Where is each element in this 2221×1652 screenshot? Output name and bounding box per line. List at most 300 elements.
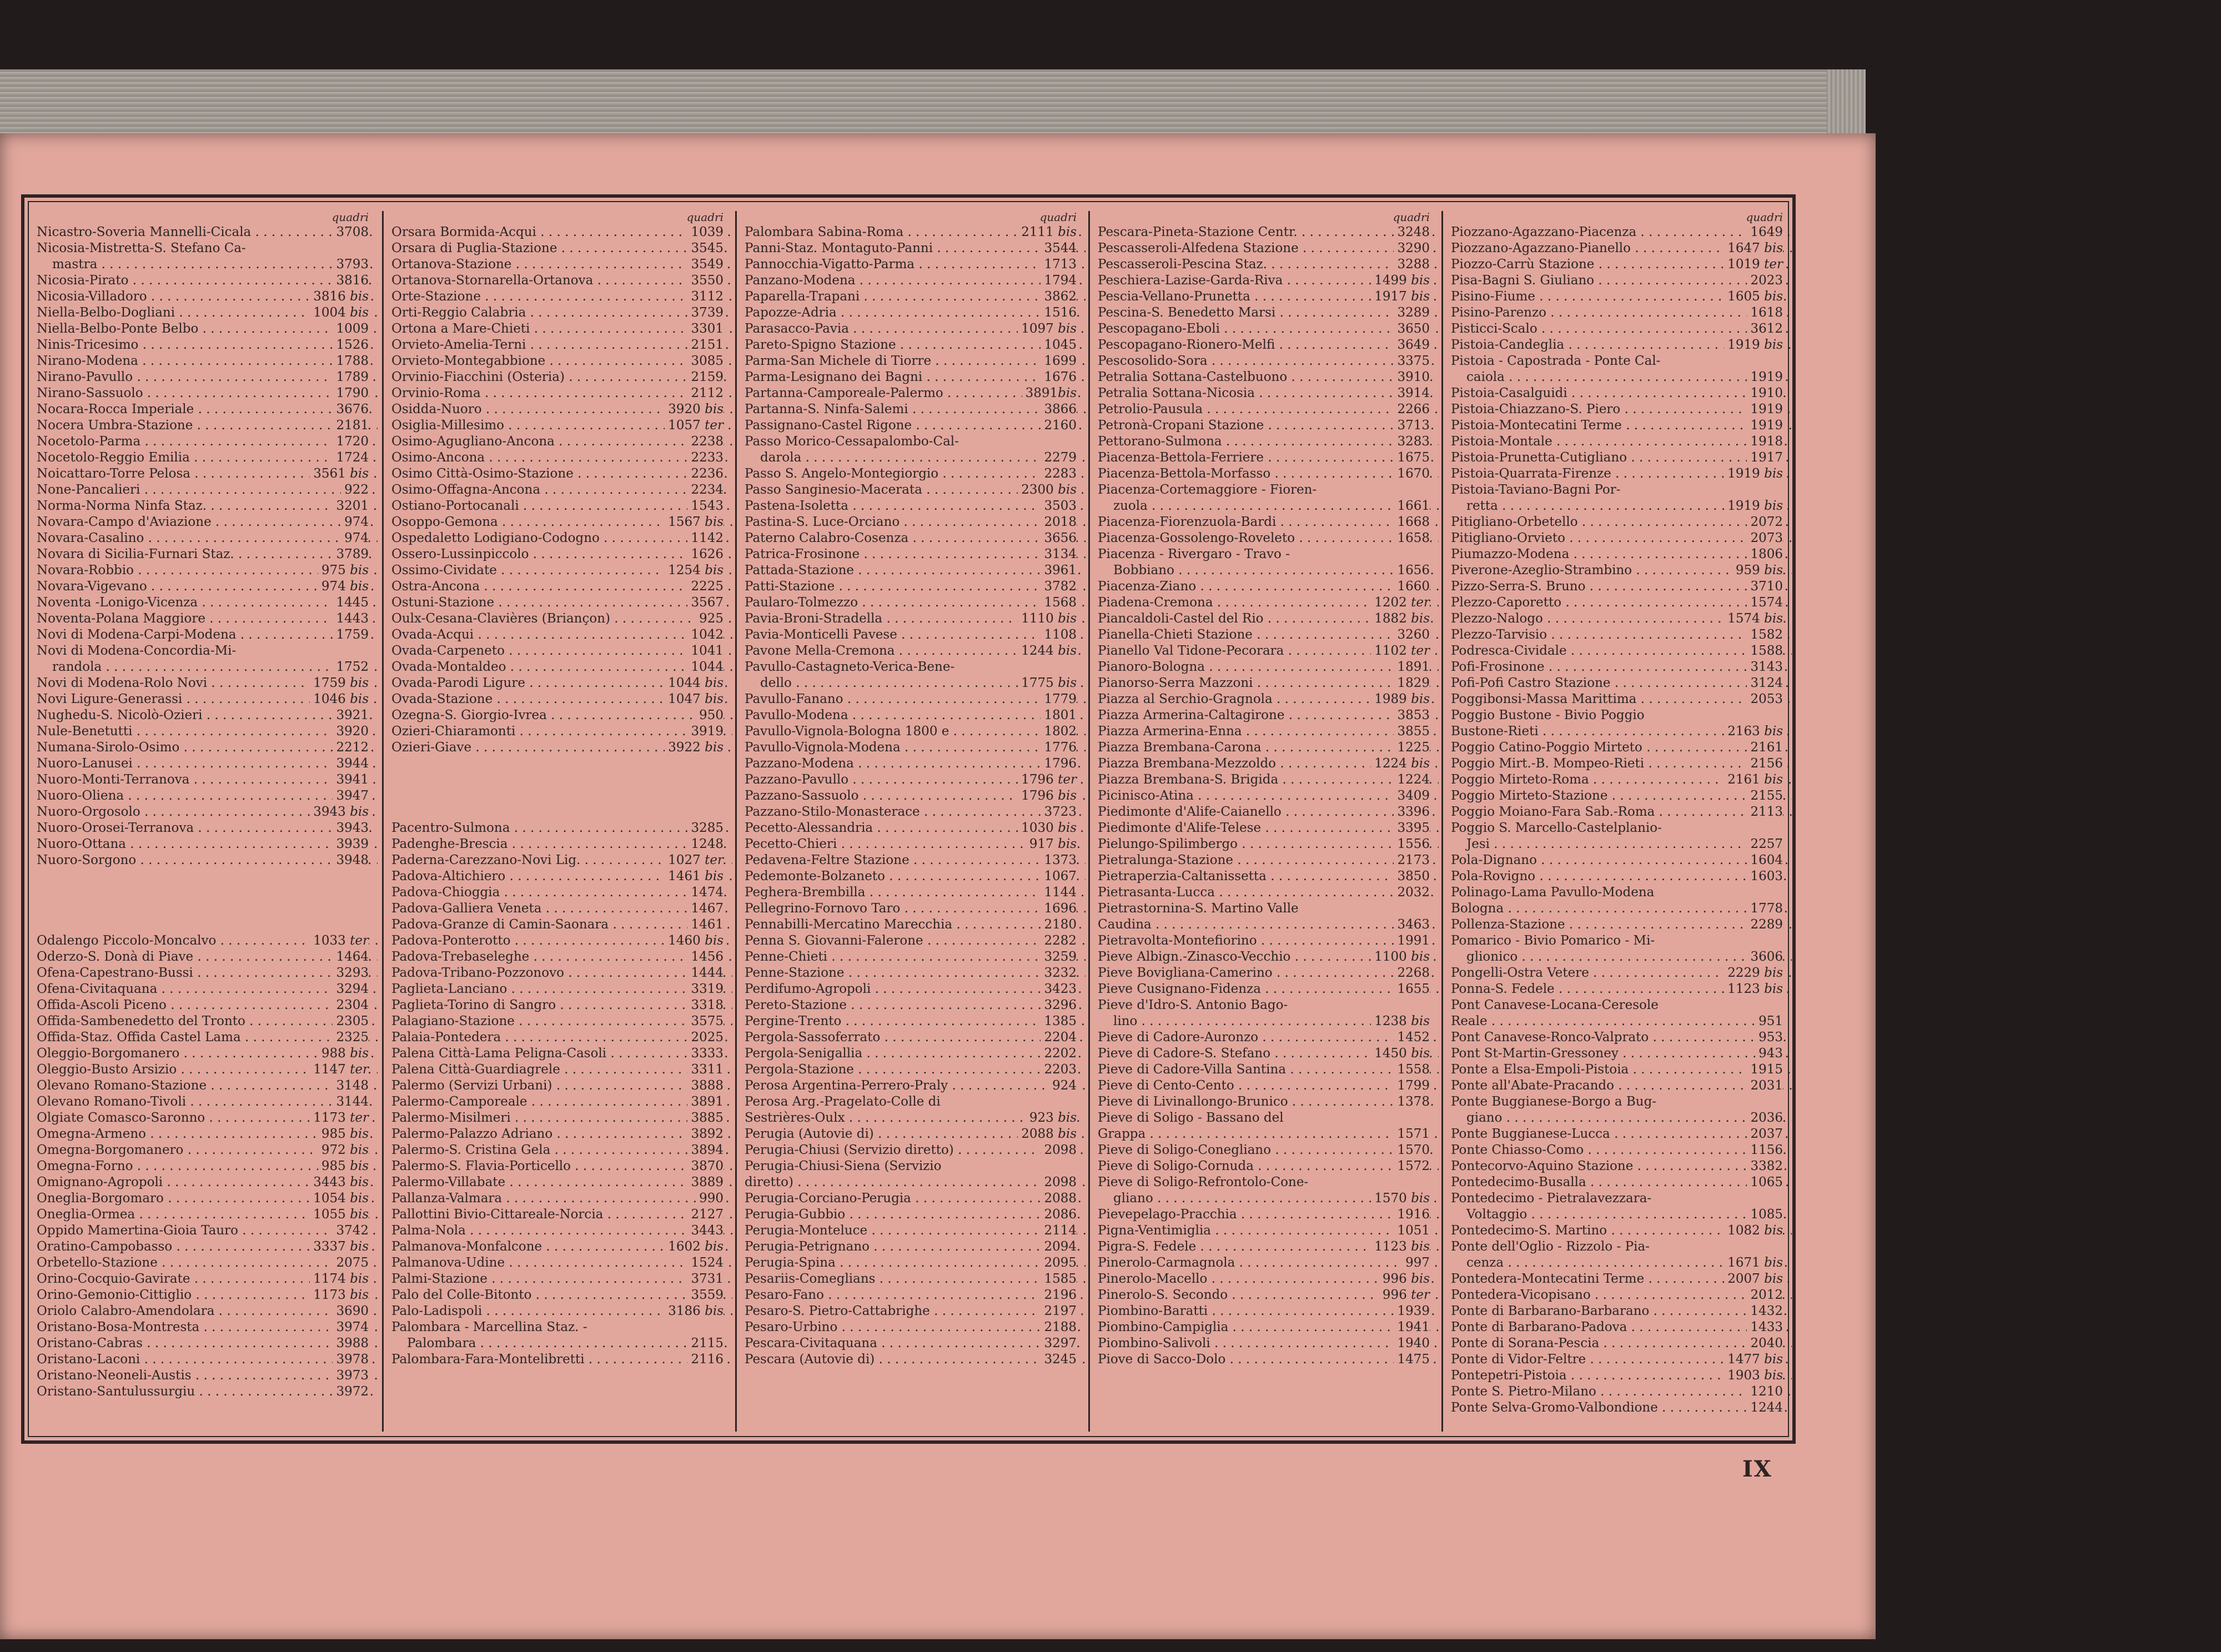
entry-quadro-number: 1796 bis	[1018, 788, 1077, 804]
entry-quadro-number: 3423	[1041, 981, 1077, 997]
entry-route: Offida-Sambenedetto del Tronto . . .	[37, 1013, 378, 1030]
entry-quadro-number: 1004 bis	[310, 305, 369, 321]
entry-quadro-number: 3245	[1041, 1352, 1077, 1368]
entry-quadro-number: 1670	[1394, 466, 1430, 482]
index-entry	[1090, 933, 1439, 949]
index-entry	[737, 337, 1086, 353]
index-entry	[384, 418, 732, 434]
entry-route: Oristano-Neoneli-Austis . . .	[37, 1368, 378, 1384]
entry-route: Nocera Umbra-Stazione . . .	[37, 418, 378, 434]
entry-quadro-number: 972 bis	[318, 1142, 369, 1158]
entry-route: Oratino-Campobasso . . .	[37, 1239, 378, 1255]
entry-route: Pedemonte-Bolzaneto . . .	[745, 868, 1086, 885]
index-entry	[1090, 1158, 1439, 1174]
entry-route: dello . . .	[760, 675, 1084, 691]
index-entry	[1090, 482, 1439, 498]
entry-route: Palo del Colle-Bitonto . . .	[391, 1287, 732, 1303]
index-entry	[1443, 1126, 1792, 1142]
index-entry	[1443, 740, 1792, 756]
entry-quadro-number: 3143	[1747, 659, 1783, 675]
entry-route: lino . . .	[1113, 1013, 1430, 1030]
entry-route: Ossimo-Cividate . . .	[391, 563, 732, 579]
entry-route: Pattada-Stazione . . .	[745, 563, 1086, 579]
entry-route: Offida-Staz. Offida Castel Lama . . .	[37, 1030, 378, 1046]
index-entry	[737, 740, 1086, 756]
index-entry	[1090, 659, 1439, 675]
entry-route: Pavone Mella-Cremona . . .	[745, 643, 1086, 659]
entry-route: Piancaldoli-Castel del Rio . . .	[1098, 611, 1439, 627]
entry-route: Pistoia-Quarrata-Firenze . . .	[1451, 466, 1792, 482]
entry-quadro-number: 1047 bis	[665, 691, 723, 707]
entry-route: Picinisco-Atina . . .	[1098, 788, 1439, 804]
entry-quadro-number: 1675	[1394, 450, 1430, 466]
entry-quadro-number: 1475	[1394, 1352, 1430, 1368]
entry-quadro-number: 3285	[687, 820, 723, 836]
entry-route: Pieve di Soligo - Bassano del	[1098, 1111, 1284, 1125]
entry-quadro-number: 3988	[333, 1335, 369, 1352]
index-entry	[29, 611, 378, 627]
entry-quadro-number: 1044	[687, 659, 723, 675]
index-entry	[737, 772, 1086, 788]
entry-route: Padenghe-Brescia . . .	[391, 836, 732, 852]
entry-route: Piacenza-Fiorenzuola-Bardi . . .	[1098, 514, 1439, 530]
entry-quadro-number: 3793	[333, 257, 369, 273]
entry-quadro-number: 923 bis	[1026, 1110, 1077, 1126]
entry-quadro-number: 1567 bis	[665, 514, 723, 530]
entry-route: Voltaggio . . .	[1466, 1207, 1792, 1223]
entry-quadro-number: 3545	[687, 240, 723, 257]
index-entry	[384, 1239, 732, 1255]
index-entry	[737, 965, 1086, 981]
entry-route: Noicattaro-Torre Pelosa . . .	[37, 466, 378, 482]
entry-quadro-number: 3731	[687, 1271, 723, 1287]
index-entry	[29, 740, 378, 756]
entry-quadro-number: 2018	[1041, 514, 1077, 530]
entry-quadro-number: 1939	[1394, 1303, 1430, 1319]
entry-quadro-number: 1254 bis	[665, 563, 723, 579]
entry-quadro-number: 1991	[1394, 933, 1430, 949]
entry-route: Pavia-Broni-Stradella . . .	[745, 611, 1086, 627]
entry-quadro-number: 1605 bis	[1724, 289, 1783, 305]
index-entry	[737, 1110, 1086, 1126]
index-entry	[384, 353, 732, 369]
entry-quadro-number: 1244 bis	[1018, 643, 1077, 659]
entry-quadro-number: 2325	[333, 1030, 369, 1046]
entry-route: Oleggio-Busto Arsizio . . .	[37, 1062, 378, 1078]
index-entry	[1090, 997, 1439, 1013]
entry-quadro-number: 2023	[1747, 273, 1783, 289]
entry-quadro-number: 996 bis	[1379, 1271, 1430, 1287]
entry-route: Pavullo-Vignola-Bologna 1800 e . . .	[745, 724, 1086, 740]
entry-route: Reale . . .	[1451, 1013, 1780, 1030]
entry-route: Pistoia-Taviano-Bagni Por-	[1451, 483, 1621, 497]
entry-route: Norma-Norma Ninfa Staz. . . .	[37, 498, 378, 514]
entry-route: Palmanova-Udine . . .	[391, 1255, 732, 1271]
entry-route: Perugia (Autovie di) . . .	[745, 1126, 1086, 1142]
entry-quadro-number: 3885	[687, 1110, 723, 1126]
entry-quadro-number: 1009	[333, 321, 369, 337]
index-entry	[737, 724, 1086, 740]
entry-quadro-number: 3816	[333, 273, 369, 289]
entry-route: Pavullo-Vignola-Modena . . .	[745, 740, 1086, 756]
entry-quadro-number: 3947	[333, 788, 369, 804]
entry-quadro-number: 1102 ter	[1371, 643, 1430, 659]
entry-route: Pazzano-Stilo-Monasterace . . .	[745, 804, 1086, 820]
index-entry	[737, 579, 1086, 595]
entry-route: Ozegna-S. Giorgio-Ivrea . . .	[391, 707, 732, 724]
index-entry	[29, 981, 378, 997]
entry-quadro-number: 2268	[1394, 965, 1430, 981]
entry-route: Noventa -Lonigo-Vicenza . . .	[37, 595, 378, 611]
entry-route: Penne-Chieti . . .	[745, 949, 1086, 965]
entry-quadro-number: 925	[696, 611, 723, 627]
entry-route: Piadena-Cremona . . .	[1098, 595, 1439, 611]
entry-quadro-number: 3894	[687, 1142, 723, 1158]
entry-route: Pazzano-Modena . . .	[745, 756, 1086, 772]
entry-route: Penna S. Giovanni-Falerone . . .	[745, 933, 1086, 949]
entry-quadro-number: 951	[1755, 1013, 1783, 1030]
index-entry	[1090, 1287, 1439, 1303]
entry-route: Oristano-Laconi . . .	[37, 1352, 378, 1368]
entry-route: Nuoro-Sorgono . . .	[37, 852, 378, 868]
index-entry	[1443, 1078, 1792, 1094]
entry-route: Novara-Campo d'Aviazione . . .	[37, 514, 378, 530]
index-entry	[384, 901, 732, 917]
entry-quadro-number: 1919	[1747, 401, 1783, 418]
entry-quadro-number: 3920 bis	[665, 401, 723, 418]
entry-route: Pontedecimo - Pietralavezzara-	[1451, 1191, 1652, 1206]
index-entry	[1090, 1046, 1439, 1062]
entry-route: Poggio Mirt.-B. Mompeo-Rieti . . .	[1451, 756, 1792, 772]
entry-quadro-number: 1042	[687, 627, 723, 643]
index-entry	[1443, 466, 1792, 482]
entry-quadro-number: 997	[1402, 1255, 1430, 1271]
entry-quadro-number: 3396	[1394, 804, 1430, 820]
entry-quadro-number: 3290	[1394, 240, 1430, 257]
entry-quadro-number: 3676	[333, 401, 369, 418]
index-entry	[737, 788, 1086, 804]
entry-route: Paglieta-Lanciano . . .	[391, 981, 732, 997]
index-entry	[1090, 579, 1439, 595]
entry-quadro-number: 3961	[1041, 563, 1077, 579]
index-entry	[1443, 852, 1792, 868]
index-entry	[1443, 901, 1792, 917]
entry-route: Palombara . . .	[407, 1335, 732, 1352]
entry-route: Patrica-Frosinone . . .	[745, 546, 1086, 563]
entry-route: Nuoro-Orgosolo . . .	[37, 804, 378, 820]
entry-quadro-number: 1456	[687, 949, 723, 965]
index-entry	[1443, 289, 1792, 305]
entry-route: Pizzo-Serra-S. Bruno . . .	[1451, 579, 1792, 595]
entry-route: Ponte Buggianese-Borgo a Bug-	[1451, 1094, 1657, 1109]
entry-route: Passo Morico-Cessapalombo-Cal-	[745, 434, 959, 449]
entry-route: Nicastro-Soveria Mannelli-Cicala . . .	[37, 224, 378, 240]
entry-route: Palmanova-Monfalcone . . .	[391, 1239, 732, 1255]
entry-route: Pacentro-Sulmona . . .	[391, 820, 732, 836]
index-entry	[1090, 257, 1439, 273]
entry-route: Pavullo-Castagneto-Verica-Bene-	[745, 660, 955, 674]
index-entry	[737, 305, 1086, 321]
entry-quadro-number: 2032	[1394, 885, 1430, 901]
entry-quadro-number: 2234	[687, 482, 723, 498]
index-entry	[29, 1207, 378, 1223]
index-entry	[1090, 949, 1439, 965]
entry-route: Podresca-Cividale . . .	[1451, 643, 1792, 659]
entry-quadro-number: 3296	[1041, 997, 1077, 1013]
entry-quadro-number: 1919	[1747, 418, 1783, 434]
index-entry	[737, 546, 1086, 563]
index-table	[21, 194, 1796, 1444]
index-entry	[384, 1319, 732, 1335]
entry-quadro-number: 2204	[1041, 1030, 1077, 1046]
entry-quadro-number: 3708	[333, 224, 369, 240]
index-column-1	[29, 211, 378, 1432]
entry-quadro-number: 1917 bis	[1371, 289, 1430, 305]
index-entry	[1090, 1303, 1439, 1319]
index-entry	[384, 273, 732, 289]
entry-quadro-number: 1224	[1394, 772, 1430, 788]
index-entry	[1443, 643, 1792, 659]
entry-quadro-number: 3973	[333, 1368, 369, 1384]
index-entry	[384, 240, 732, 257]
index-entry	[737, 385, 1086, 401]
index-entry	[737, 482, 1086, 498]
index-entry	[1443, 1207, 1792, 1223]
entry-route: Pigra-S. Fedele . . .	[1098, 1239, 1439, 1255]
entry-quadro-number: 1443	[333, 611, 369, 627]
index-entry	[29, 1223, 378, 1239]
index-entry	[1090, 1078, 1439, 1094]
entry-quadro-number: 3853	[1394, 707, 1430, 724]
entry-route: Patti-Stazione . . .	[745, 579, 1086, 595]
index-entry	[29, 1271, 378, 1287]
entry-route: Piacenza-Cortemaggiore - Fioren-	[1098, 483, 1317, 497]
entry-route: mastra . . .	[52, 257, 378, 273]
entry-route: Palma-Nola . . .	[391, 1223, 732, 1239]
entry-route: Ozieri-Giave . . .	[391, 740, 732, 756]
index-entry	[1443, 627, 1792, 643]
entry-route: Omegna-Armeno . . .	[37, 1126, 378, 1142]
index-entry	[1090, 1126, 1439, 1142]
entry-route: Parma-San Michele di Tiorre . . .	[745, 353, 1086, 369]
index-entry	[1090, 1094, 1439, 1110]
entry-quadro-number: 3559	[687, 1287, 723, 1303]
entry-route: Pettorano-Sulmona . . .	[1098, 434, 1439, 450]
entry-route: Perugia-Chiusi (Servizio diretto) . . .	[745, 1142, 1086, 1158]
entry-quadro-number: 1602 bis	[665, 1239, 723, 1255]
index-entry	[1443, 595, 1792, 611]
entry-quadro-number: 2196	[1041, 1287, 1077, 1303]
index-entry	[1090, 740, 1439, 756]
entry-quadro-number: 3259	[1041, 949, 1077, 965]
index-entry	[737, 1223, 1086, 1239]
index-entry	[737, 514, 1086, 530]
entry-quadro-number: 922	[341, 482, 369, 498]
entry-route: Oderzo-S. Donà di Piave . . .	[37, 949, 378, 965]
entry-route: Ponte a Elsa-Empoli-Pistoia . . .	[1451, 1062, 1792, 1078]
entry-quadro-number: 3948	[333, 852, 369, 868]
index-entry	[1443, 1352, 1792, 1368]
entry-quadro-number: 1660	[1394, 579, 1430, 595]
index-entry	[384, 321, 732, 337]
entry-route: Padova-Granze di Camin-Saonara . . .	[391, 917, 732, 933]
index-entry	[737, 627, 1086, 643]
entry-quadro-number: 1524	[687, 1255, 723, 1271]
entry-quadro-number: 1989 bis	[1371, 691, 1430, 707]
index-entry	[737, 1255, 1086, 1271]
entry-route: Pola-Dignano . . .	[1451, 852, 1792, 868]
entry-route: zuola . . .	[1113, 498, 1439, 514]
entry-quadro-number: 3134	[1041, 546, 1077, 563]
entry-route: Novara-Vigevano . . .	[37, 579, 378, 595]
entry-quadro-number: 3549	[687, 257, 723, 273]
entry-route: Nirano-Pavullo . . .	[37, 369, 378, 385]
index-entry	[1443, 305, 1792, 321]
entry-quadro-number: 1041	[687, 643, 723, 659]
index-entry	[1443, 257, 1792, 273]
entry-quadro-number: 1919 bis	[1724, 337, 1783, 353]
entry-quadro-number: 2155	[1747, 788, 1783, 804]
entry-route: Pescina-S. Benedetto Marsi . . .	[1098, 305, 1439, 321]
entry-quadro-number: 1123 bis	[1724, 981, 1783, 997]
index-entry	[384, 627, 732, 643]
index-entry	[29, 1319, 378, 1335]
index-entry	[29, 1303, 378, 1319]
index-entry	[384, 675, 732, 691]
index-entry	[1443, 788, 1792, 804]
entry-quadro-number: 2114	[1041, 1223, 1077, 1239]
entry-route: Pieve di Livinallongo-Brunico . . .	[1098, 1094, 1439, 1110]
entry-quadro-number: 3862	[1041, 289, 1077, 305]
entry-route: Offida-Ascoli Piceno . . .	[37, 997, 378, 1013]
index-entry	[1090, 820, 1439, 836]
entry-quadro-number: 1941	[1394, 1319, 1430, 1335]
entry-route: Omegna-Borgomanero . . .	[37, 1142, 378, 1158]
index-entry	[1090, 643, 1439, 659]
entry-quadro-number: 2163 bis	[1724, 724, 1783, 740]
entry-quadro-number: 1556	[1394, 836, 1430, 852]
entry-quadro-number: 2040	[1747, 1335, 1783, 1352]
entry-route: Paparella-Trapani . . .	[745, 289, 1086, 305]
entry-route: Novara-Casalino . . .	[37, 530, 378, 546]
index-entry	[1090, 772, 1439, 788]
entry-route: Orvieto-Montegabbione . . .	[391, 353, 732, 369]
entry-quadro-number: 1802	[1041, 724, 1077, 740]
index-entry	[384, 933, 732, 949]
index-entry	[29, 691, 378, 707]
entry-quadro-number: 1796 ter	[1018, 772, 1077, 788]
entry-quadro-number: 3870	[687, 1158, 723, 1174]
entry-quadro-number: 3939	[333, 836, 369, 852]
index-entry	[1090, 1255, 1439, 1271]
entry-route: Omignano-Agropoli . . .	[37, 1174, 378, 1191]
entry-route: Pinerolo-S. Secondo . . .	[1098, 1287, 1439, 1303]
entry-quadro-number: 1713	[1041, 257, 1077, 273]
entry-route: Orbetello-Stazione . . .	[37, 1255, 378, 1271]
index-entry	[1443, 1046, 1792, 1062]
entry-route: Pongelli-Ostra Vetere . . .	[1451, 965, 1792, 981]
entry-route: Padova-Chioggia . . .	[391, 885, 732, 901]
index-column-4	[1088, 211, 1439, 1432]
entry-quadro-number: 1789	[333, 369, 369, 385]
entry-route: Padova-Tribano-Pozzonovo . . .	[391, 965, 732, 981]
entry-route: Pinerolo-Macello . . .	[1098, 1271, 1439, 1287]
entry-quadro-number: 3318	[687, 997, 723, 1013]
index-entry	[1443, 917, 1792, 933]
index-entry	[29, 563, 378, 579]
entry-quadro-number: 1461 bis	[665, 868, 723, 885]
entry-quadro-number: 3544	[1041, 240, 1077, 257]
index-entry	[1090, 981, 1439, 997]
index-entry	[737, 820, 1086, 836]
entry-route: Pecetto-Chieri . . .	[745, 836, 1086, 852]
entry-route: Pistoia-Prunetta-Cutigliano . . .	[1451, 450, 1792, 466]
index-entry	[1090, 868, 1439, 885]
index-entry	[29, 1158, 378, 1174]
index-entry	[384, 1094, 732, 1110]
entry-route: Panni-Staz. Montaguto-Panni . . .	[745, 240, 1086, 257]
entry-quadro-number: 943	[1755, 1046, 1783, 1062]
index-entry	[384, 434, 732, 450]
index-entry	[1443, 659, 1792, 675]
entry-route: Pecetto-Alessandria . . .	[745, 820, 1086, 836]
index-entry	[737, 997, 1086, 1013]
index-entry	[1090, 852, 1439, 868]
index-entry	[1443, 836, 1792, 852]
index-entry	[384, 997, 732, 1013]
entry-route: Perugia-Petrignano . . .	[745, 1239, 1086, 1255]
index-entry	[737, 1335, 1086, 1352]
entry-route: Pistoia-Montecatini Terme . . .	[1451, 418, 1792, 434]
entry-quadro-number: 3972	[333, 1384, 369, 1400]
entry-route: Novara-Robbio . . .	[37, 563, 378, 579]
entry-quadro-number: 1055 bis	[310, 1207, 369, 1223]
index-entry	[384, 1142, 732, 1158]
index-entry	[737, 901, 1086, 917]
entry-quadro-number: 3710	[1747, 579, 1783, 595]
entry-quadro-number: 3311	[687, 1062, 723, 1078]
index-entry	[384, 1255, 732, 1271]
entry-route: Parma-Lesignano dei Bagni . . .	[745, 369, 1086, 385]
index-entry	[737, 321, 1086, 337]
entry-route: Pescasseroli-Alfedena Stazione . . .	[1098, 240, 1439, 257]
entry-route: Palermo-Camporeale . . .	[391, 1094, 732, 1110]
entry-quadro-number: 3739	[687, 305, 723, 321]
index-entry	[1443, 1255, 1792, 1271]
entry-route: Bologna . . .	[1451, 901, 1792, 917]
entry-route: Pesariis-Comeglians . . .	[745, 1271, 1086, 1287]
index-entry	[29, 1013, 378, 1030]
index-entry	[1443, 273, 1792, 289]
entry-route: Pont Canavese-Ronco-Valprato . . .	[1451, 1030, 1792, 1046]
index-entry	[1443, 563, 1792, 579]
entry-quadro-number: 974	[341, 530, 369, 546]
index-entry	[384, 820, 732, 836]
entry-quadro-number: 2053	[1747, 691, 1783, 707]
index-entry	[737, 466, 1086, 482]
entry-route: Ostiano-Portocanali . . .	[391, 498, 732, 514]
index-entry	[1090, 1030, 1439, 1046]
index-entry	[384, 868, 732, 885]
index-entry	[29, 401, 378, 418]
index-entry	[29, 1352, 378, 1368]
index-entry	[737, 1319, 1086, 1335]
index-entry	[1090, 418, 1439, 434]
entry-quadro-number: 1051	[1394, 1223, 1430, 1239]
entry-quadro-number: 1759 bis	[310, 675, 369, 691]
entry-route: Pastina-S. Luce-Orciano . . .	[745, 514, 1086, 530]
index-entry	[1090, 353, 1439, 369]
